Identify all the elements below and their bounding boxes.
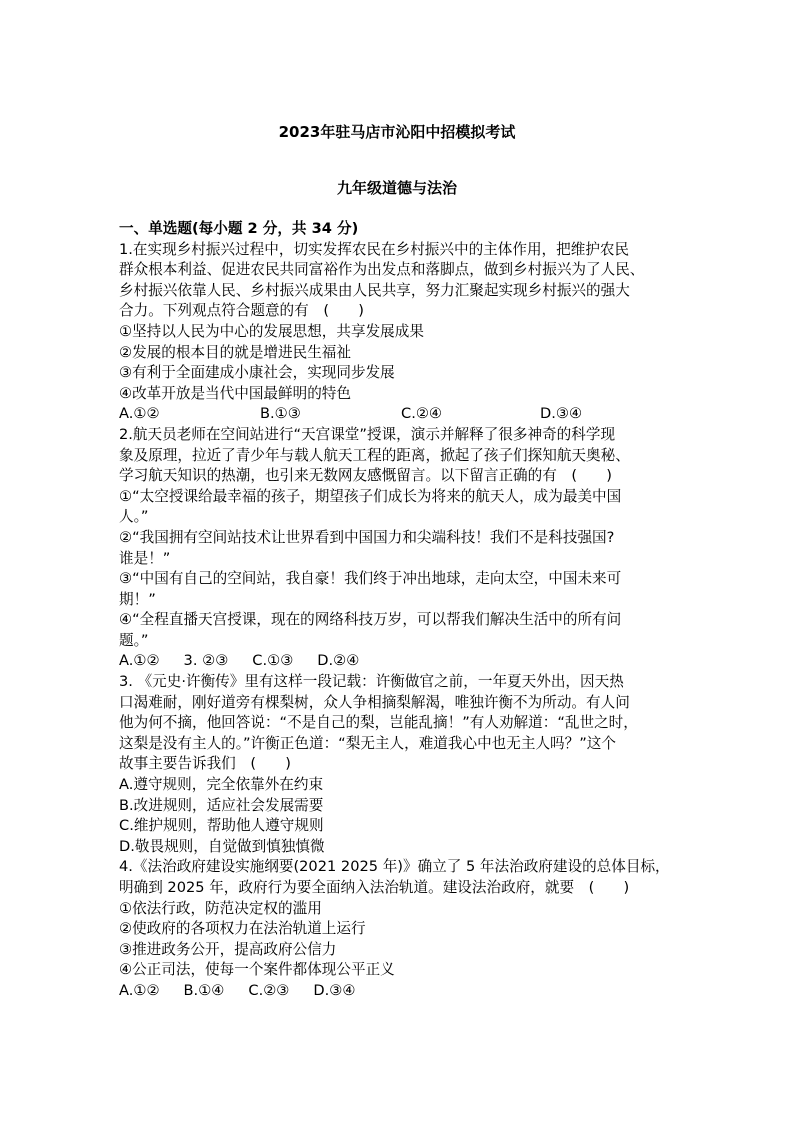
question-stem-line: 故事主要告诉我们 ( ) — [119, 755, 291, 773]
question-stem-line: 合力。下列观点符合题意的有 ( ) — [119, 302, 364, 320]
statement-item: ②“我国拥有空间站技术让世界看到中国国力和尖端科技！我们不是科技强国? — [119, 528, 615, 546]
question-stem-line: 明确到 2025 年，政府行为要全面纳入法治轨道。建设法治政府，就要 ( ) — [119, 879, 630, 896]
question-stem-line: 4.《法治政府建设实施纲要(2021 2025 年)》确立了 5 年法治政府建设的总体目标， — [119, 858, 670, 876]
question-1 — [119, 240, 675, 425]
statement-item: ②使政府的各项权力在法治轨道上运行 — [119, 920, 366, 938]
statement-item: ③推进政务公开，提高政府公信力 — [119, 940, 337, 958]
option-b: B.①③ — [260, 405, 301, 423]
exam-body — [119, 219, 675, 1002]
question-stem-line: 这梨是没有主人的。”许衡正色道：“梨无主人，难道我心中也无主人吗？”这个 — [119, 734, 616, 752]
statement-item: ④“全程直播天宫授课，现在的网络科技万岁，可以帮我们解决生活中的所有问 — [119, 611, 622, 629]
option-d: D.③④ — [540, 405, 583, 423]
question-stem-line: 学习航天知识的热潮，也引来无数网友感慨留言。以下留言正确的有 ( ) — [119, 467, 612, 485]
exam-subtitle: 九年级道德与法治 — [336, 179, 457, 197]
statement-item: ④公正司法，使每一个案件都体现公平正义 — [119, 961, 395, 979]
question-stem-line: 1.在实现乡村振兴过程中，切实发挥农民在乡村振兴中的主体作用，把维护农民 — [119, 240, 630, 258]
option-c: C.②④ — [401, 405, 442, 423]
option-a: A.①② — [119, 652, 160, 670]
exam-title: 2023年驻马店市沁阳中招模拟考试 — [278, 123, 516, 141]
question-stem-line: 3. 《元史·许衡传》里有这样一段记载：许衡做官之前，一年夏天外出，因天热 — [119, 673, 624, 691]
statement-item: 谁是！” — [119, 549, 171, 567]
statement-item: ③“中国有自己的空间站，我自豪！我们终于冲出地球，走向太空，中国未来可 — [119, 570, 622, 588]
option-a: A.①② — [119, 405, 160, 423]
option-c: C.维护规则，帮助他人遵守规则 — [119, 817, 324, 835]
statement-item: ④改革开放是当代中国最鲜明的特色 — [119, 384, 351, 402]
question-stem-line: 2.航天员老师在空间站进行“天宫课堂”授课，演示并解释了很多神奇的科学现 — [119, 425, 616, 443]
option-d: D.②④ — [317, 652, 360, 670]
statement-item: ③有利于全面建成小康社会，实现同步发展 — [119, 364, 395, 382]
option-b: B.改进规则，适应社会发展需要 — [119, 796, 324, 814]
statement-item: ②发展的根本目的就是增进民生福祉 — [119, 343, 351, 361]
statement-item: ①坚持以人民为中心的发展思想，共享发展成果 — [119, 322, 424, 340]
question-stem-line: 他为何不摘，他回答说：“不是自己的梨，岂能乱摘！”有人劝解道：“乱世之时， — [119, 714, 638, 732]
question-stem-line: 象及原理，拉近了青少年与载人航天工程的距离，掀起了孩子们探知航天奥秘、 — [119, 446, 630, 464]
question-4 — [119, 857, 675, 1001]
question-2 — [119, 425, 675, 672]
statement-item: 期！” — [119, 590, 156, 608]
statement-item: ①依法行政，防范决定权的滥用 — [119, 899, 322, 917]
statement-item: 人。” — [119, 508, 149, 526]
option-d: D.敬畏规则，自觉做到慎独慎微 — [119, 837, 325, 855]
option-b: 3. ②③ — [183, 652, 229, 670]
option-a: A.①② — [119, 981, 160, 999]
question-stem-line: 群众根本利益、促进农民共同富裕作为出发点和落脚点，做到乡村振兴为了人民、 — [119, 261, 645, 279]
option-a: A.遵守规则，完全依靠外在约束 — [119, 776, 324, 794]
option-c: C.①③ — [252, 652, 294, 670]
answer-options — [119, 651, 675, 672]
question-stem-line: 口渴难耐，刚好道旁有棵梨树，众人争相摘梨解渴，唯独许衡不为所动。有人问 — [119, 693, 630, 711]
option-c: C.②③ — [248, 981, 290, 999]
option-b: B.①④ — [183, 981, 225, 999]
question-3 — [119, 672, 675, 857]
question-stem-line: 乡村振兴依靠人民、乡村振兴成果由人民共享，努力汇聚起实现乡村振兴的强大 — [119, 281, 630, 299]
option-d: D.③④ — [313, 981, 356, 999]
answer-options — [119, 404, 675, 425]
section-heading: 一、单选题(每小题 2 分，共 34 分) — [119, 220, 359, 237]
statement-item: 题。” — [119, 631, 149, 649]
statement-item: ①“太空授课给最幸福的孩子，期望孩子们成长为将来的航天人，成为最美中国 — [119, 487, 622, 505]
answer-options — [119, 981, 675, 1002]
